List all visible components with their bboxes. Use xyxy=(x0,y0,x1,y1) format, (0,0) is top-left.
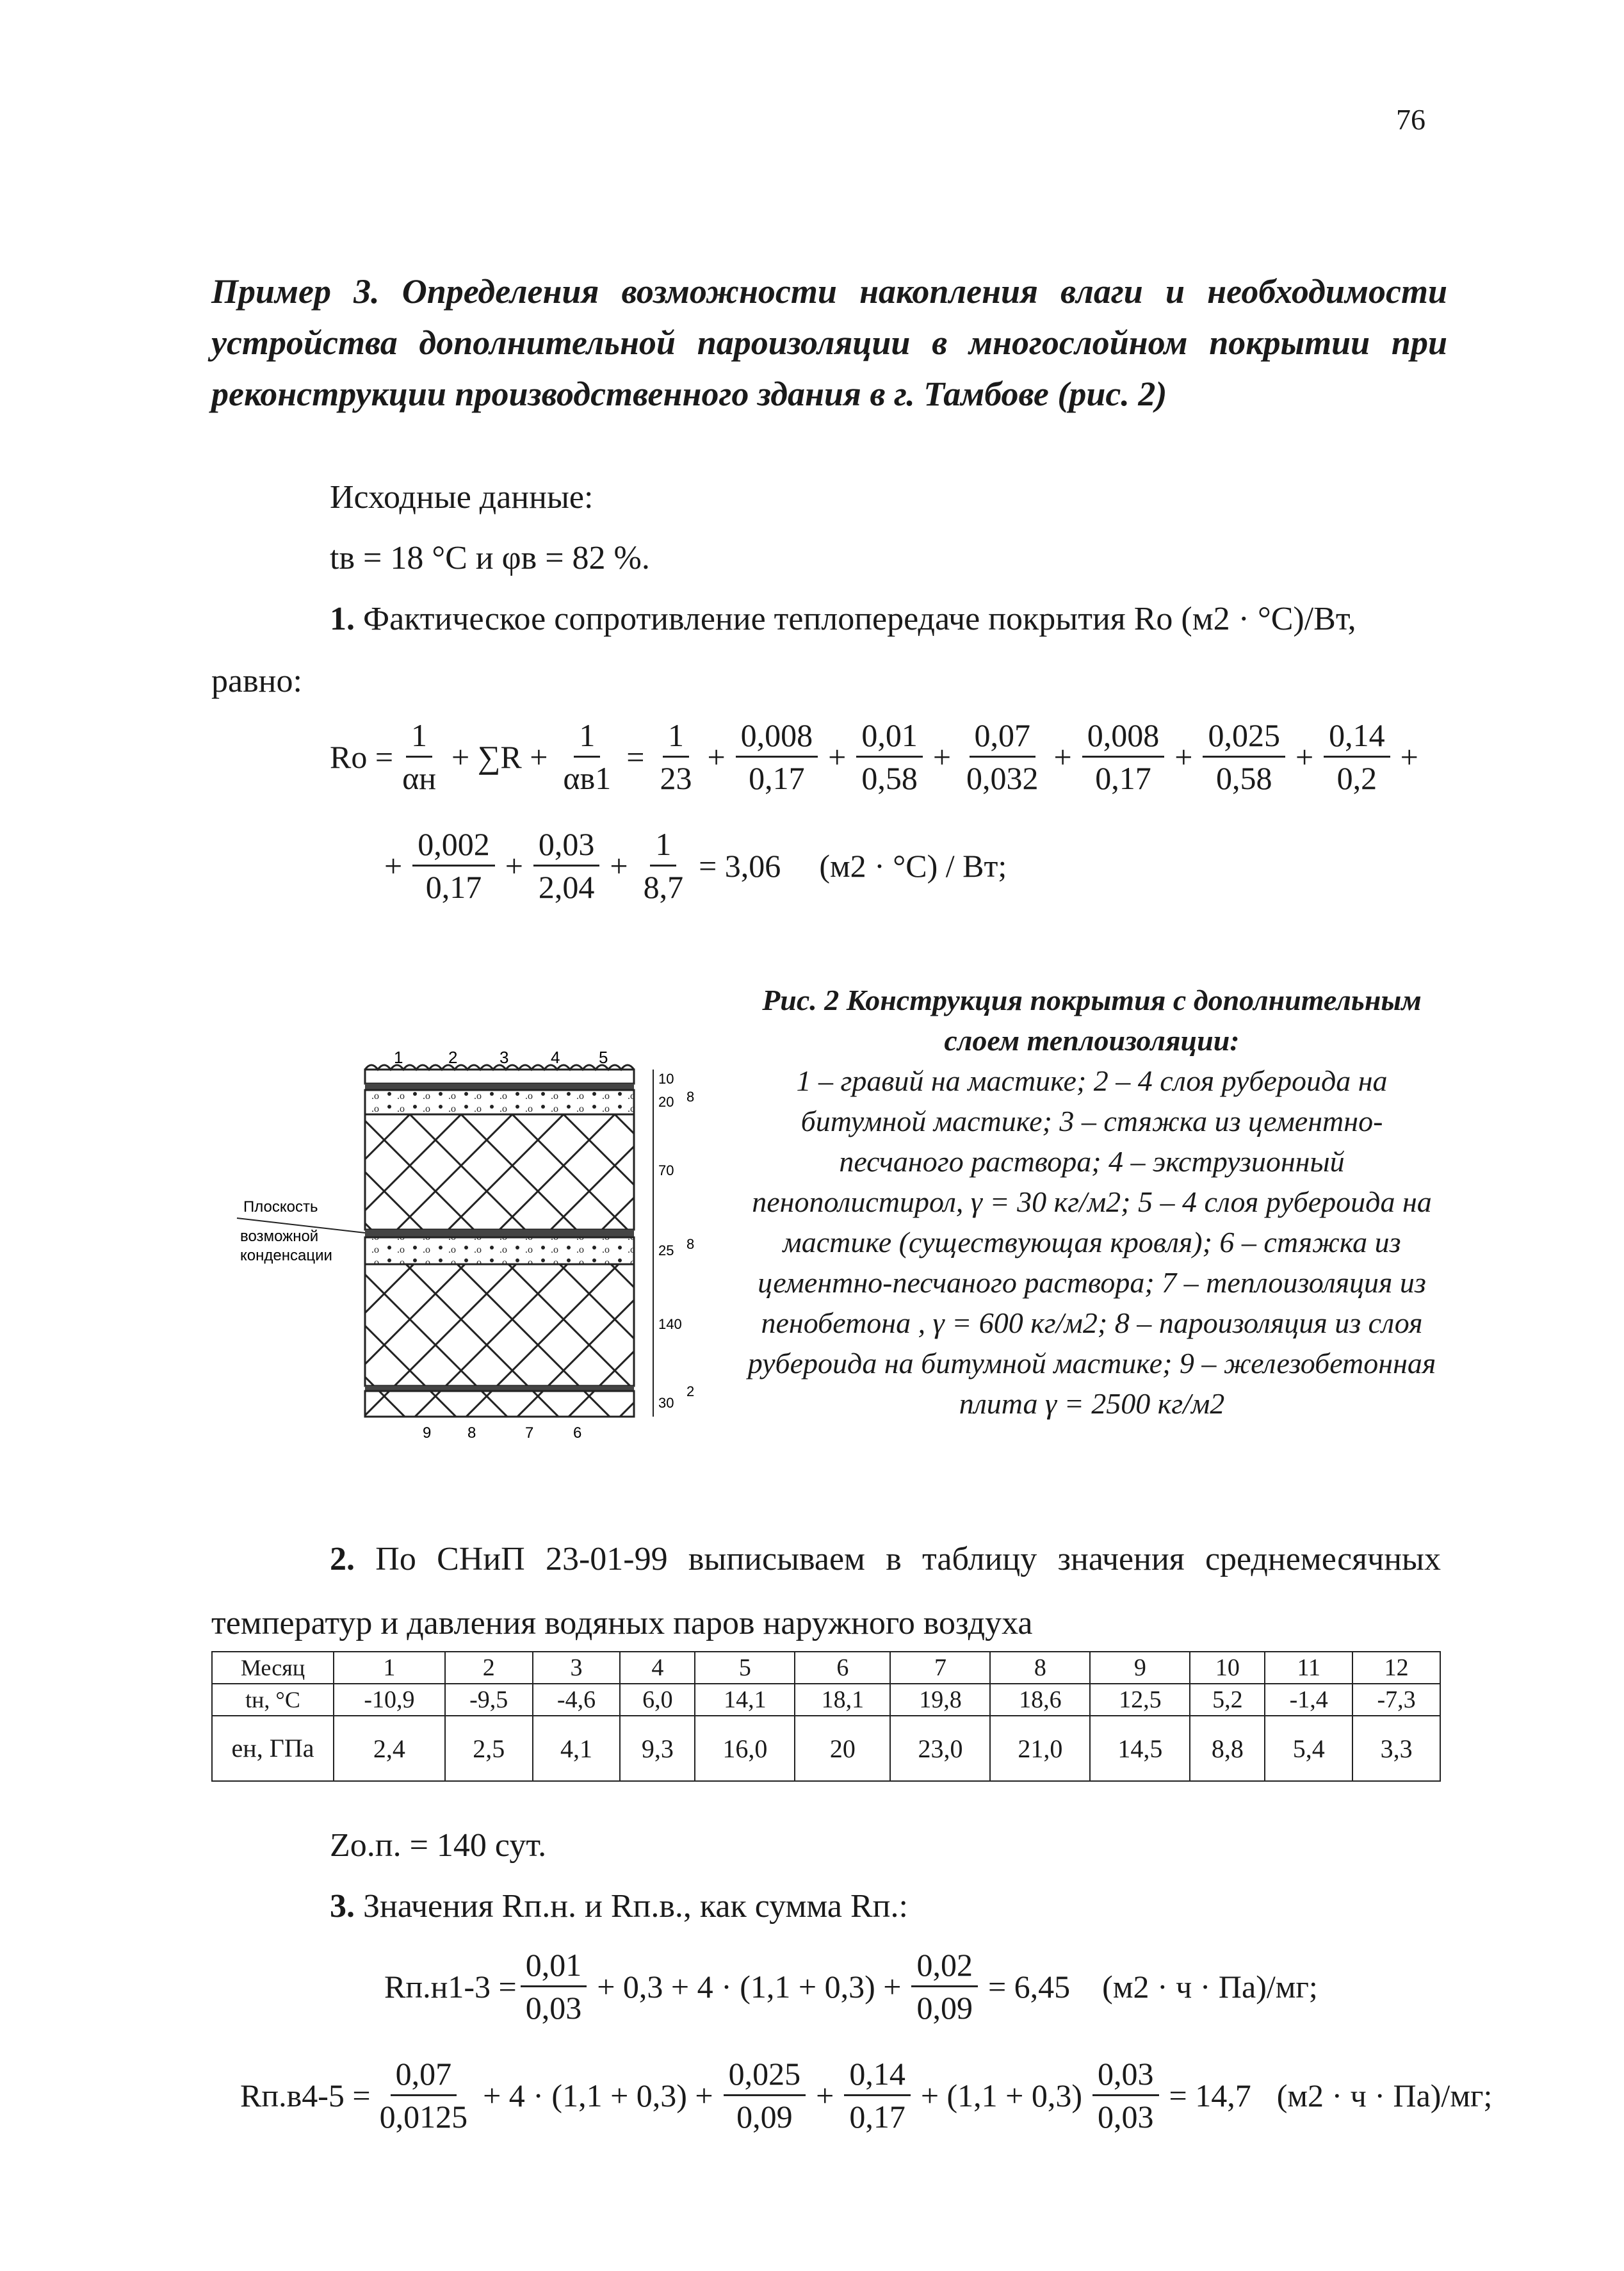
plane-label: возможной xyxy=(240,1228,319,1245)
plane-label: конденсации xyxy=(240,1247,332,1264)
dimension-label: 8 xyxy=(686,1089,695,1105)
equation-rpv: Rп.в4-5 = $\frac{0,07}{0,0125}$ + 4 · (1,1 + 0,3) + $\frac{0,025}{0,09}$ + $\frac{0,14}{0,17}$ + (1,1 + 0,3) $\frac{0,03}{0,03}$ = 14,7 (м2 · ч · Па)/мг; xyxy=(240,2056,1493,2135)
fraction: $\frac{1}{\alpha н}$ xyxy=(402,717,437,796)
eq1-lhs: Ro = xyxy=(330,738,394,775)
example-title: Пример 3. Определения возможности накопления влаги и необходимости устройства дополнительной пароизоляции в многослойном покрытии при реконструкции производственного здания в г. Тамбове (рис. 2) xyxy=(211,272,1447,413)
fraction: $\frac{0,14}{0,2}$ xyxy=(1324,717,1390,796)
fraction: $\frac{0,01}{0,58}$ xyxy=(856,717,923,796)
figure-label: 1 xyxy=(394,1048,403,1067)
table-cell: 10 xyxy=(1190,1652,1265,1684)
table-cell: 6 xyxy=(795,1652,890,1684)
table-cell: 14,1 xyxy=(695,1684,795,1716)
fraction: $\frac{1}{\alpha в1}$ xyxy=(563,717,612,796)
fraction: $\frac{0,025}{0,09}$ xyxy=(724,2056,806,2135)
step2-number: 2. xyxy=(330,1541,355,1577)
eq1-unit: (м2 · °С) / Вт; xyxy=(819,847,1007,884)
dimension-label: 10 xyxy=(658,1071,674,1087)
table-cell: 5 xyxy=(695,1652,795,1684)
table-header: Месяц xyxy=(212,1652,334,1684)
dimension-label: 70 xyxy=(658,1162,674,1178)
table-cell: 9,3 xyxy=(620,1716,695,1781)
step3-number: 3. xyxy=(330,1888,355,1925)
eq1-sum: + ∑R + xyxy=(451,738,548,775)
table-cell: 8,8 xyxy=(1190,1716,1265,1781)
table-cell: 4,1 xyxy=(533,1716,621,1781)
equals-sign: = xyxy=(626,738,645,775)
source-values: tв = 18 °С и φв = 82 %. xyxy=(330,540,650,576)
fraction: $\frac{0,008}{0,17}$ xyxy=(736,717,818,796)
dimension-label: 8 xyxy=(686,1236,695,1252)
dimension-label: 20 xyxy=(658,1094,674,1110)
table-cell: 19,8 xyxy=(890,1684,990,1716)
figure-label: 6 xyxy=(573,1424,582,1442)
gravel-layer xyxy=(365,1065,634,1084)
table-cell: -10,9 xyxy=(334,1684,445,1716)
fraction: $\frac{0,14}{0,17}$ xyxy=(844,2056,911,2135)
figure-label: 7 xyxy=(525,1424,534,1442)
table-cell: 6,0 xyxy=(620,1684,695,1716)
step2-text: По СНиП 23-01-99 выписываем в таблицу значения среднемесячных температур и давления водяных паров наружного воздуха xyxy=(211,1541,1441,1641)
eq2-unit: (м2 · ч · Па)/мг; xyxy=(1102,1968,1318,2005)
table-header: eн, ГПа xyxy=(212,1716,334,1781)
table-cell: 9 xyxy=(1090,1652,1190,1684)
foam-concrete-layer xyxy=(365,1264,634,1386)
table-cell: -9,5 xyxy=(445,1684,533,1716)
concrete-slab-layer xyxy=(365,1391,634,1417)
table-cell: 2 xyxy=(445,1652,533,1684)
table-cell: 12,5 xyxy=(1090,1684,1190,1716)
figure-label: 9 xyxy=(423,1424,432,1442)
table-cell: 11 xyxy=(1265,1652,1352,1684)
eq3-mid2: + (1,1 + 0,3) xyxy=(920,2077,1083,2113)
table-row xyxy=(212,1684,1440,1716)
existing-roofing-layer xyxy=(365,1230,634,1237)
table-header: tн, °С xyxy=(212,1684,334,1716)
step3-paragraph xyxy=(330,1886,908,1927)
screed-layer-bottom xyxy=(365,1237,634,1264)
fraction: $\frac{0,01}{0,03}$ xyxy=(521,1947,587,2026)
fraction: $\frac{1}{23}$ xyxy=(660,717,692,796)
table-cell: 1 xyxy=(334,1652,445,1684)
fraction: $\frac{0,02}{0,09}$ xyxy=(911,1947,978,2026)
table-cell: 12 xyxy=(1352,1652,1440,1684)
table-cell: 5,2 xyxy=(1190,1684,1265,1716)
table-cell: 2,4 xyxy=(334,1716,445,1781)
equation-ro-line1: Ro = $\frac{1}{\alpha н}$ + ∑R + $\frac{1}{\alpha в1}$ = $\frac{1}{23}$ + $\frac{0,008}{0,17}$ + $\frac{0,01}{0,58}$ + $\frac{0,07}{0,032}$ + $\frac{0,008}{0,17}$ + $\frac{0,025}{0,58}$ + $\frac{0,14}{0,2}$ + xyxy=(330,717,1418,796)
table-cell: 2,5 xyxy=(445,1716,533,1781)
fraction: $\frac{1}{8,7}$ xyxy=(643,826,684,905)
eq3-result: = 14,7 xyxy=(1169,2077,1251,2113)
table-cell: -4,6 xyxy=(533,1684,621,1716)
figure-label: 2 xyxy=(448,1048,458,1067)
table-cell: 18,6 xyxy=(990,1684,1090,1716)
caption-heading: Рис. 2 Конструкция покрытия с дополнительным слоем теплоизоляции: xyxy=(762,984,1422,1057)
xps-insulation-layer xyxy=(365,1114,634,1230)
screed-layer-top xyxy=(365,1090,634,1114)
equation-rpn xyxy=(384,1947,1318,2026)
table-cell: 4 xyxy=(620,1652,695,1684)
table-row xyxy=(212,1652,1440,1684)
fraction: $\frac{0,07}{0,032}$ xyxy=(966,717,1039,796)
table-cell: 23,0 xyxy=(890,1716,990,1781)
step1-tail: равно: xyxy=(211,663,302,699)
figure-label: 3 xyxy=(499,1048,509,1067)
table-cell: -1,4 xyxy=(1265,1684,1352,1716)
table-cell: -7,3 xyxy=(1352,1684,1440,1716)
roof-construction-figure xyxy=(231,1038,717,1442)
eq1-result: = 3,06 xyxy=(699,847,781,884)
figure-label: 5 xyxy=(599,1048,608,1067)
dimension-label: 30 xyxy=(658,1395,674,1411)
table-cell: 20 xyxy=(795,1716,890,1781)
table-cell: 18,1 xyxy=(795,1684,890,1716)
page-number: 76 xyxy=(1396,103,1425,136)
eq3-unit: (м2 · ч · Па)/мг; xyxy=(1276,2077,1493,2113)
table-cell: 3 xyxy=(533,1652,621,1684)
table-row xyxy=(212,1716,1440,1781)
step1-number: 1. xyxy=(330,601,355,637)
figure-label: 8 xyxy=(467,1424,476,1442)
source-heading: Исходные данные: xyxy=(330,479,594,516)
step2-paragraph xyxy=(211,1527,1441,1656)
step1-text: Фактическое сопротивление теплопередаче покрытия Rо (м2 · °С)/Вт, xyxy=(363,601,1356,637)
eq2-result: = 6,45 xyxy=(987,1968,1071,2005)
eq2-mid: + 0,3 + 4 · (1,1 + 0,3) + xyxy=(597,1968,902,2005)
fraction: $\frac{0,07}{0,0125}$ xyxy=(379,2056,468,2135)
figure-label: 4 xyxy=(551,1048,560,1067)
caption-body: 1 – гравий на мастике; 2 – 4 слоя рубероида на битумной мастике; 3 – стяжка из цементно-песчаного раствора; 4 – экструзионный пенополистирол, γ = 30 кг/м2; 5 – 4 слоя рубероида на мастике (существующая кровля); 6 – стяжка из цементно-песчаного раствора; 7 – теплоизоляция из пенобетона , γ = 600 кг/м2; 8 – пароизоляция из слоя рубероида на битумной мастике; 9 – железобетонная плита γ = 2500 кг/м2 xyxy=(747,1064,1436,1420)
table-cell: 7 xyxy=(890,1652,990,1684)
dimension-label: 25 xyxy=(658,1242,674,1258)
step3-text: Значения Rп.н. и Rп.в., как сумма Rп.: xyxy=(363,1888,908,1925)
equation-ro-line2: + $\frac{0,002}{0,17}$ + $\frac{0,03}{2,04}$ + $\frac{1}{8,7}$ = 3,06 (м2 · °С) / Вт; xyxy=(384,826,1007,905)
table-cell: 16,0 xyxy=(695,1716,795,1781)
table-cell: 21,0 xyxy=(990,1716,1090,1781)
table-cell: 5,4 xyxy=(1265,1716,1352,1781)
eq3-mid1: + 4 · (1,1 + 0,3) + xyxy=(483,2077,713,2113)
dimension-label: 2 xyxy=(686,1383,695,1399)
eq2-lhs: Rп.н1-3 = xyxy=(384,1968,517,2005)
fraction: $\frac{0,03}{2,04}$ xyxy=(533,826,600,905)
fraction: $\frac{0,002}{0,17}$ xyxy=(412,826,495,905)
table-cell: 3,3 xyxy=(1352,1716,1440,1781)
plane-label: Плоскость xyxy=(243,1198,318,1216)
climate-table xyxy=(211,1651,1441,1782)
z-period: Zо.п. = 140 сут. xyxy=(330,1827,547,1864)
step1-paragraph xyxy=(330,599,1441,640)
fraction: $\frac{0,025}{0,58}$ xyxy=(1203,717,1285,796)
eq3-lhs: Rп.в4-5 = xyxy=(240,2077,371,2113)
dimension-label: 140 xyxy=(658,1316,682,1332)
figure-caption xyxy=(743,980,1441,1424)
fraction: $\frac{0,03}{0,03}$ xyxy=(1092,2056,1159,2135)
table-cell: 14,5 xyxy=(1090,1716,1190,1781)
fraction: $\frac{0,008}{0,17}$ xyxy=(1082,717,1165,796)
table-cell: 8 xyxy=(990,1652,1090,1684)
